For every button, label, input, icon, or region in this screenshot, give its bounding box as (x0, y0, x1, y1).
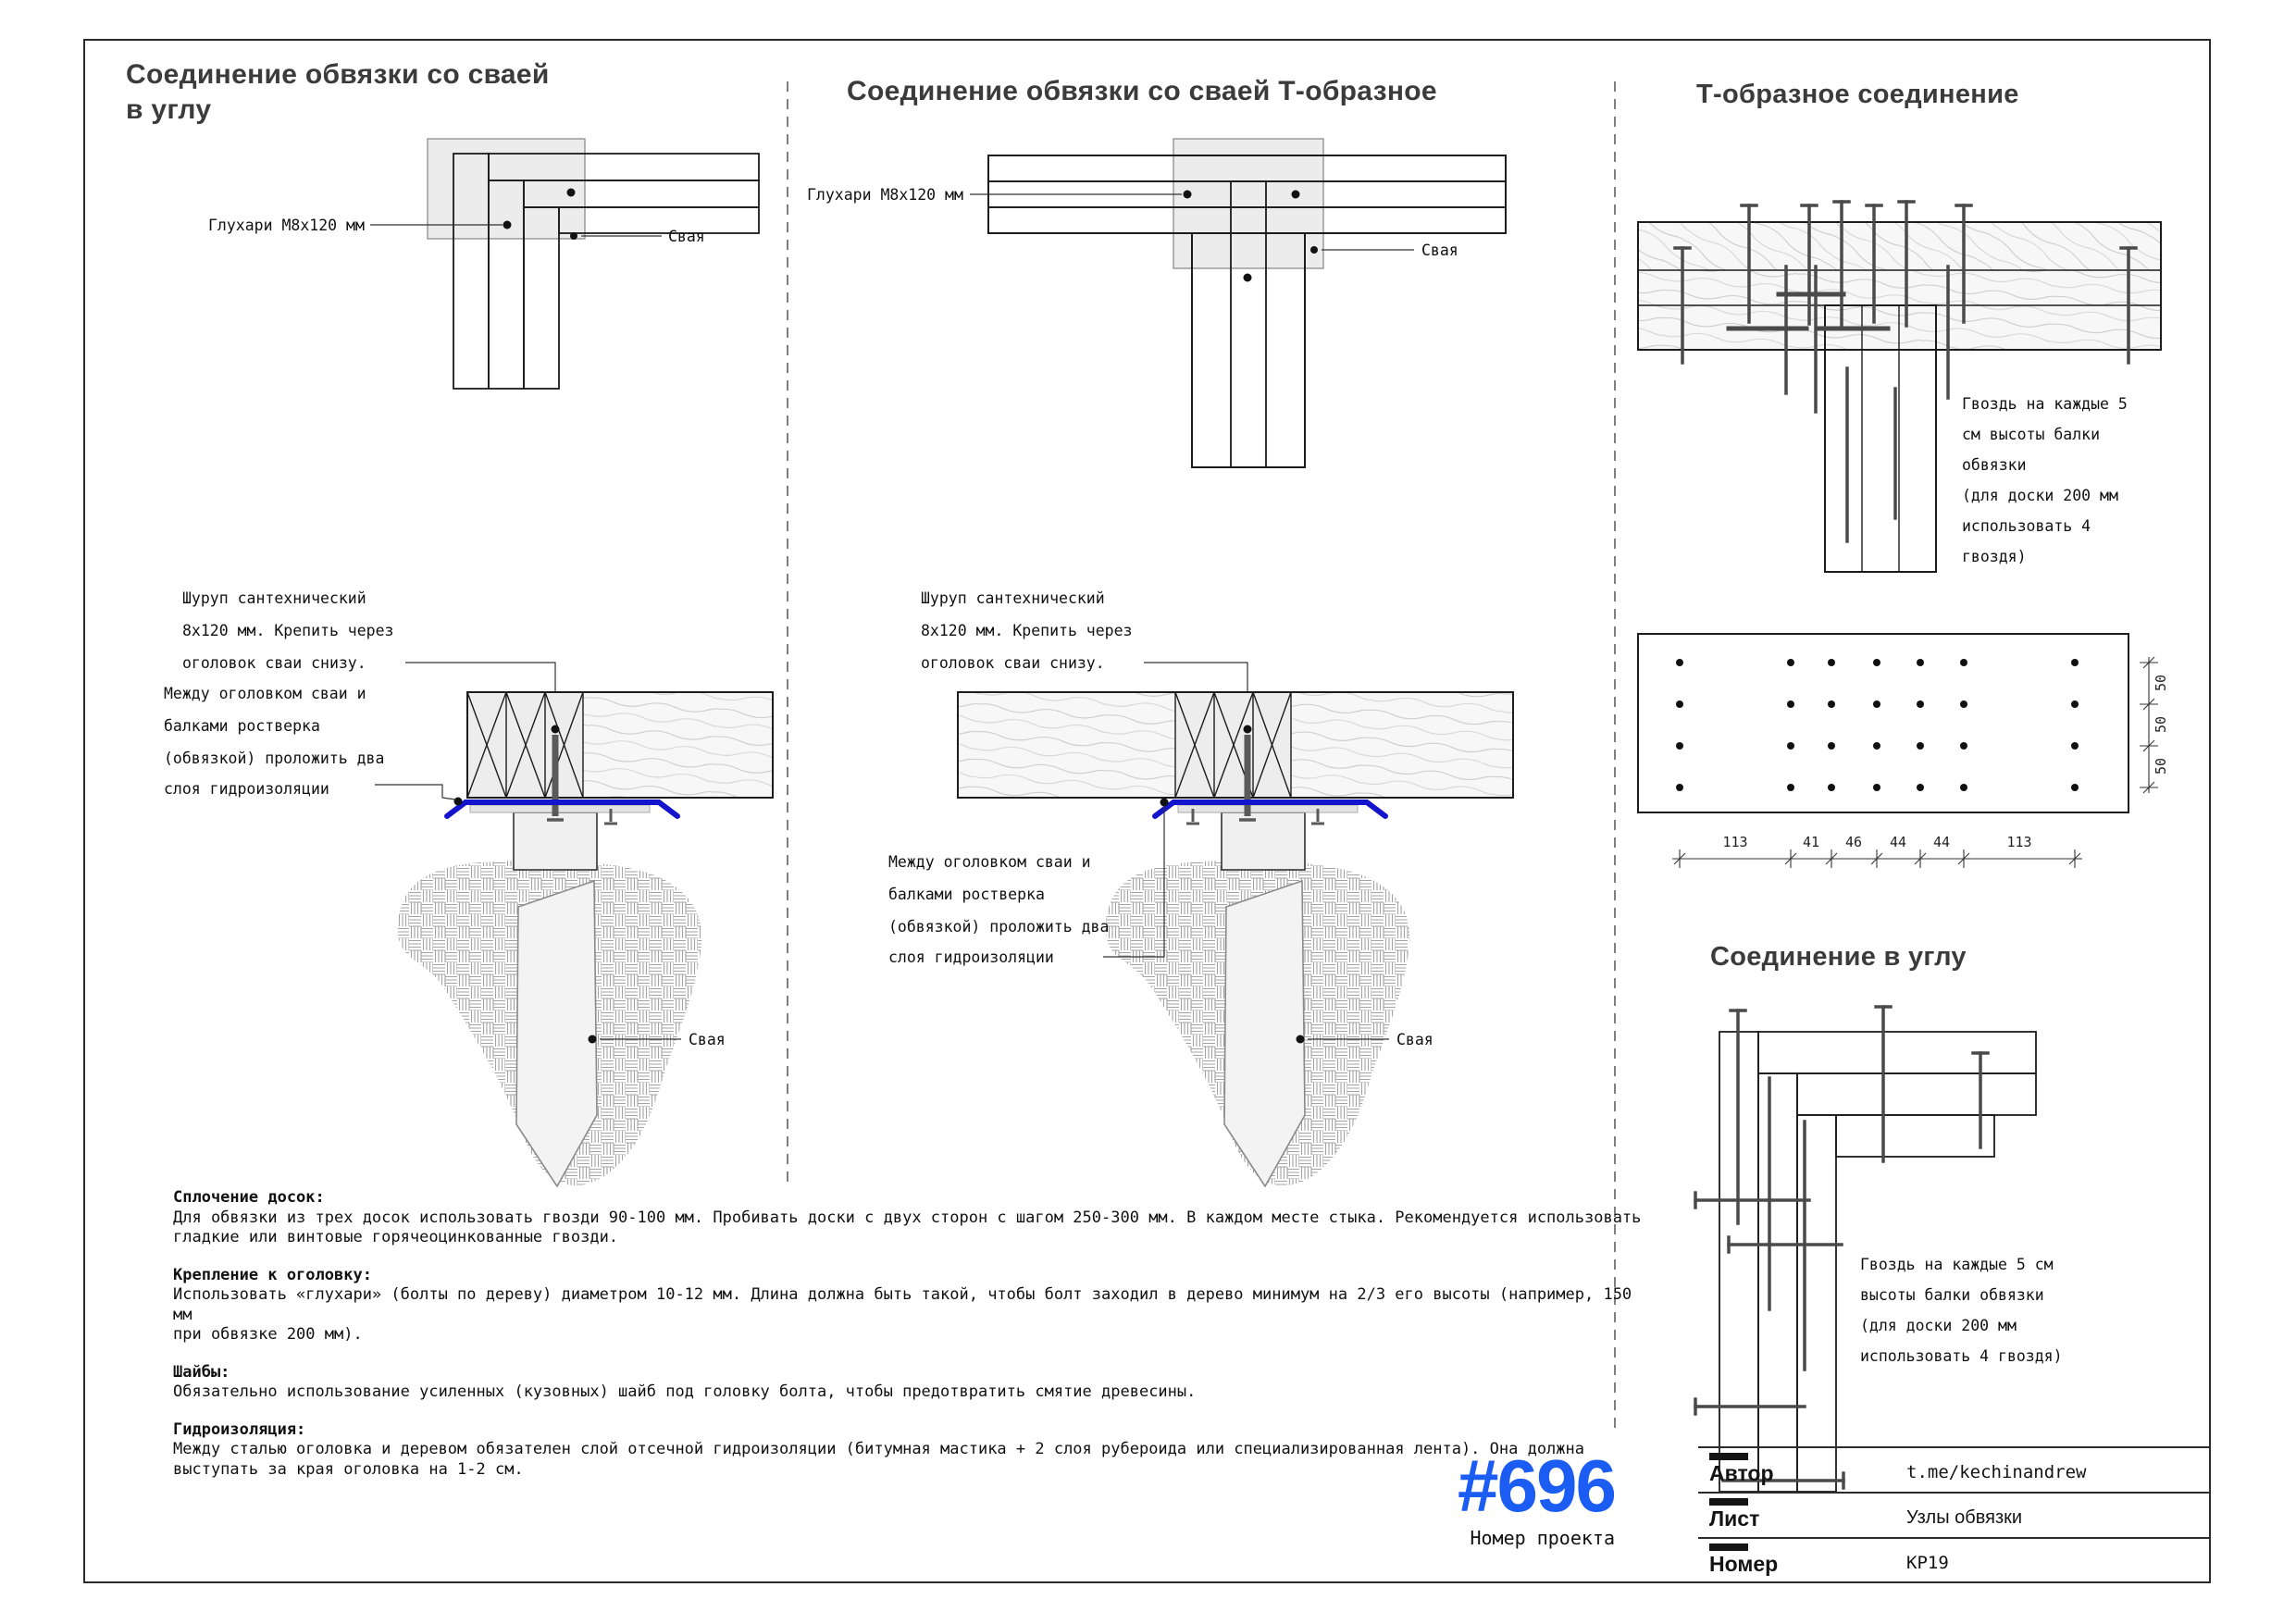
title-corner-joint: Соединение в углу (1710, 942, 1967, 972)
title-block (1698, 1446, 2211, 1583)
dim-value: 113 (1722, 834, 1748, 850)
row-label: Номер (1709, 1552, 1779, 1576)
dim-value: 50 (2153, 715, 2169, 734)
pile-cap-plate (1173, 139, 1323, 268)
label-nail-note: обвязки (1962, 456, 2027, 474)
note-heading: Шайбы: (173, 1362, 230, 1382)
label-svaya: Свая (668, 228, 705, 245)
title-tee-joint: Т-образное соединение (1696, 80, 2019, 109)
note-heading: Сплочение досок: (173, 1188, 325, 1207)
label-svaya: Свая (1396, 1031, 1433, 1048)
diagram-corner-nailing (1695, 1007, 2063, 1492)
dim-value: 46 (1844, 834, 1863, 850)
diagram-corner-section (164, 589, 773, 1186)
note-heading: Гидроизоляция: (173, 1419, 306, 1439)
label-nail-note: Гвоздь на каждые 5 (1962, 395, 2128, 413)
row-label: Автор (1709, 1461, 1774, 1485)
dimension-chain-vertical (2140, 657, 2169, 793)
label-hydro-line: слоя гидроизоляции (888, 948, 1054, 966)
label-hydro-line: (обвязкой) проложить два (164, 750, 385, 767)
pile-cap (1222, 812, 1305, 870)
row-label: Лист (1709, 1506, 1760, 1531)
label-nail-note: (для доски 200 мм (1962, 487, 2118, 504)
dimension-chain-horizontal (1672, 834, 2082, 868)
label-svaya: Свая (1421, 242, 1458, 259)
project-number-block (1286, 1444, 1615, 1549)
label-shurup-line: Шуруп сантехнический (921, 589, 1105, 607)
row-value: КР19 (1906, 1553, 1949, 1573)
diagram-tee-section (888, 589, 1513, 1186)
dim-value: 44 (1889, 834, 1907, 850)
label-nail-note: использовать 4 гвоздя) (1860, 1347, 2063, 1365)
row-value: Узлы обвязки (1906, 1507, 2023, 1528)
note-line: Использовать «глухари» (болты по дереву) диаметром 10-12 мм. Длина должна быть такой, чтобы болт заходил в дерево минимум на 2/3 его высоты (например, 150 мм (173, 1285, 1632, 1324)
diagram-tee-nailing (1638, 202, 2161, 572)
diagram-tee-plan (807, 139, 1506, 467)
label-hydro-line: балками ростверка (164, 717, 320, 735)
project-number: #696 (1458, 1444, 1615, 1527)
note-section (173, 1363, 1654, 1403)
bolt-dot (567, 189, 576, 197)
title-block-row (1698, 1446, 2211, 1492)
diagram-corner-plan (208, 139, 759, 389)
diagram-nail-layout (1638, 634, 2169, 868)
label-nail-note: (для доски 200 мм (1860, 1317, 2017, 1334)
title-line: Соединение обвязки со сваей (126, 59, 550, 90)
label-nail-note: гвоздя) (1962, 548, 2027, 565)
note-line: гладкие или винтовые горячеоцинкованные гвозди. (173, 1228, 619, 1246)
note-heading: Крепление к оголовку: (173, 1265, 372, 1284)
note-line: Обязательно использование усиленных (кузовных) шайб под головку болта, чтобы предотвратить смятие древесины. (173, 1382, 1197, 1401)
label-hydro-line: балками ростверка (888, 886, 1045, 903)
label-hydro-line: Между оголовком сваи и (888, 853, 1091, 871)
note-section (173, 1188, 1654, 1248)
title-block-row (1698, 1492, 2211, 1537)
dim-value: 44 (1932, 834, 1951, 850)
nail-dots (1676, 659, 2079, 791)
label-nail-note: высоты балки обвязки (1860, 1286, 2044, 1304)
dim-value: 50 (2153, 674, 2169, 692)
project-number-caption: Номер проекта (1470, 1527, 1615, 1549)
note-section (173, 1266, 1654, 1345)
label-gluhari: Глухари М8х120 мм (208, 217, 365, 234)
title-corner-connection (126, 57, 552, 128)
title-line: в углу (126, 94, 212, 125)
label-nail-note: Гвоздь на каждые 5 см (1860, 1256, 2054, 1273)
dim-value: 41 (1802, 834, 1820, 850)
label-shurup-line: 8х120 мм. Крепить через (182, 622, 394, 639)
note-line: Для обвязки из трех досок использовать гвозди 90-100 мм. Пробивать доски с двух сторон с шагом 250-300 мм. В каждом месте стыка. Рекомендуется использовать (173, 1208, 1642, 1227)
row-marker (1709, 1543, 1748, 1551)
title-block-row (1698, 1537, 2211, 1582)
row-value: t.me/kechinandrew (1906, 1462, 2087, 1482)
label-shurup-line: 8х120 мм. Крепить через (921, 622, 1133, 639)
dim-value: 50 (2153, 757, 2169, 775)
label-hydro-line: слоя гидроизоляции (164, 780, 329, 798)
row-marker (1709, 1453, 1748, 1460)
nails (1695, 1007, 1988, 1488)
label-nail-note: использовать 4 (1962, 517, 2091, 535)
note-line: Между сталью оголовка и деревом обязателен слой отсечной гидроизоляции (битумная мастика + 2 слоя рубероида или специализированная лента). Она должна (173, 1440, 1584, 1458)
label-gluhari: Глухари М8х120 мм (807, 186, 963, 204)
dim-value: 113 (2006, 834, 2032, 850)
title-tee-connection: Соединение обвязки со сваей Т-образное (847, 76, 1437, 106)
label-shurup-line: оголовок сваи снизу. (182, 654, 366, 672)
label-shurup-line: Шуруп сантехнический (182, 589, 366, 607)
note-line: выступать за края оголовка на 1-2 см. (173, 1459, 524, 1479)
label-nail-note: см высоты балки (1962, 426, 2101, 443)
row-marker (1709, 1498, 1748, 1506)
bolt-dot (503, 221, 512, 229)
label-hydro-line: (обвязкой) проложить два (888, 918, 1110, 936)
label-svaya: Свая (689, 1031, 726, 1048)
note-line: при обвязке 200 мм). (173, 1325, 363, 1344)
pile-dot (570, 232, 577, 240)
label-hydro-line: Между оголовком сваи и (164, 685, 366, 702)
cap-flange (470, 805, 650, 812)
cap-flange (1178, 805, 1358, 812)
label-shurup-line: оголовок сваи снизу. (921, 654, 1105, 672)
